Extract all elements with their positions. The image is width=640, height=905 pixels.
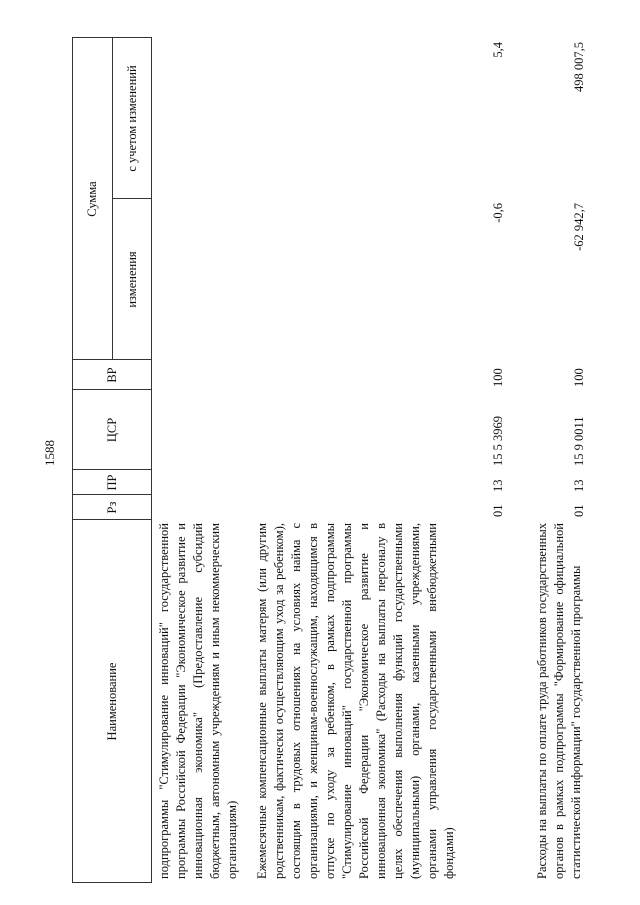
row-total: 5,4	[491, 42, 505, 58]
header-sum: Сумма	[84, 181, 99, 217]
table-row	[534, 38, 594, 883]
header-with-changes: с учетом изменений	[124, 65, 139, 172]
row-vr: 100	[491, 368, 505, 387]
table-row	[156, 38, 246, 883]
row-vr: 100	[572, 368, 586, 387]
header-rz: Рз	[104, 501, 119, 514]
header-vr: ВР	[104, 367, 119, 383]
page-number: 1588	[42, 440, 57, 466]
header-changes: изменения	[124, 251, 139, 308]
table-header	[72, 38, 152, 883]
row-name: подпрограммы "Стимулирование инноваций" государственной программы Российской Федерации "Экономическое развитие и инновационная экономика" (Предоставление субсидий бюджетным, автономным учреждениям и иным некоммерческим организациям)	[157, 523, 239, 879]
row-name: Расходы на выплаты по оплате труда работников государственных органов в рамках подпрограммы "Формирование официальной статистической информации" государственной программы	[535, 523, 583, 879]
budget-table	[72, 38, 594, 883]
table-row	[254, 38, 524, 883]
row-rz: 01	[572, 504, 586, 517]
row-change: -0,6	[491, 203, 505, 223]
row-change: -62 942,7	[572, 203, 586, 251]
header-name: Наименование	[104, 662, 119, 741]
row-pr: 13	[491, 479, 505, 492]
row-name: Ежемесячные компенсационные выплаты матерям (или другим родственникам, фактически осуществляющим уход за ребенком), состоящим в трудовых отношениях на условиях найма с организациями, и женщинам-военнослужащим, находящимся в отпуске по уходу за ребенком, в рамках подпрограммы "Стимулирование инноваций" государственной программы Российской Федерации "Экономическое развитие и инновационная экономика" (Расходы на выплаты персоналу в целях обеспечения выполнения функций государственными (муниципальными) органами, казенными учреждениями, органами управления государственными внебюджетными фондами)	[255, 523, 456, 879]
header-csr: ЦСР	[104, 417, 119, 443]
row-rz: 01	[491, 504, 505, 517]
row-csr: 15 5 3969	[491, 416, 505, 466]
row-total: 498 007,5	[572, 42, 586, 92]
header-pr: ПР	[104, 474, 119, 491]
row-csr: 15 9 0011	[572, 416, 586, 466]
row-pr: 13	[572, 479, 586, 492]
